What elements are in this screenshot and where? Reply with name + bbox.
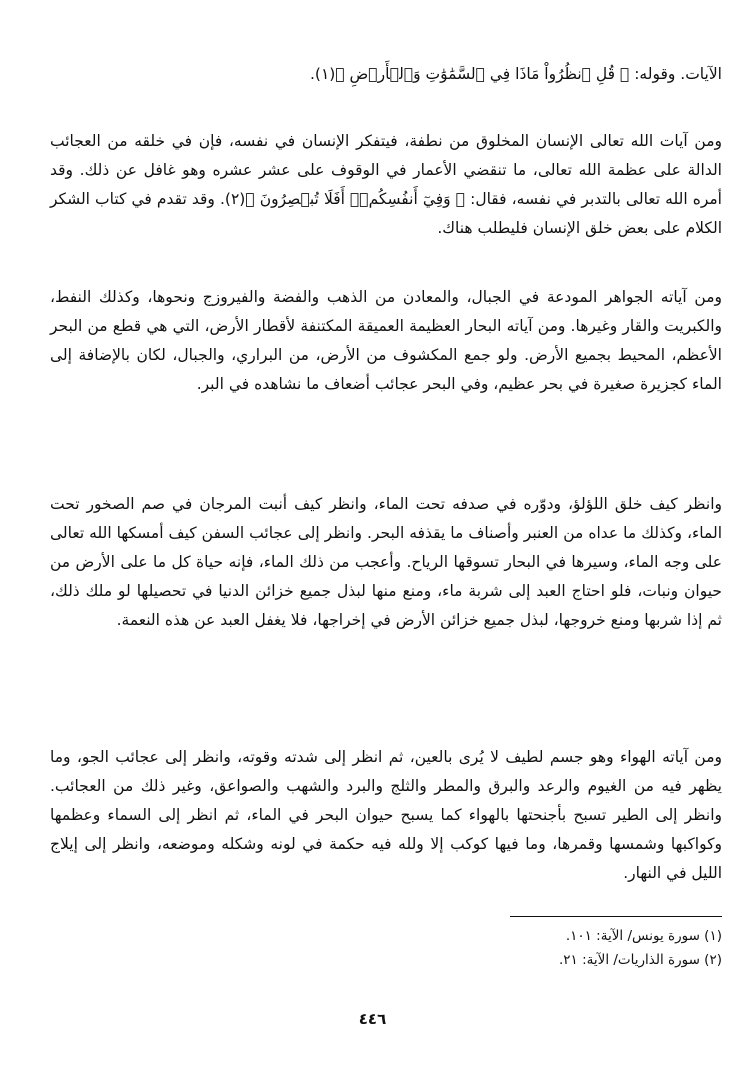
paragraph-pearls-water: وانظر كيف خلق اللؤلؤ، ودوّره في صدفه تحت الماء، وانظر كيف أنبت المرجان في صم الصخور تحت الماء، وكذلك ما عداه من العنبر وأصناف ما يقذفه البحر. وانظر إلى عجائب السفن كيف أمسكها الله تعالى على وجه الماء، وسيرها في البحار تسوقها الرياح. وأعجب من ذلك الماء، فإنه حياة كل ما على الأرض من حيوان ونبات، فلو احتاج العبد إلى شربة ماء، ومنع منها لبذل جميع خزائن الدنيا في تحصيلها لو ملك ذلك، ثم إذا شربها ومنع خروجها، لبذل جميع خزائن الأرض في إخراجها، فلا يغفل العبد عن هذه النعمة. <box>50 495 722 629</box>
paragraph-human-creation: ومن آيات الله تعالى الإنسان المخلوق من نطفة، فيتفكر الإنسان في نفسه، فإن في خلقه من العجائب الدالة على عظمة الله تعالى، ما تنقضي الأعمار في الوقوف على عشر عشره وهو غافل عن ذلك. وقد أمره الله تعالى بالتدبر في نفسه، فقال: ﴿ وَفِيٓ أَنفُسِكُمۡۚ أَفَلَا تُبۡصِرُونَ ﴾(٢). وقد تقدم في كتاب الشكر الكلام على بعض خلق الإنسان فليطلب هناك. <box>50 132 722 237</box>
footnote-divider <box>510 916 722 917</box>
paragraph-air-sky: ومن آياته الهواء وهو جسم لطيف لا يُرى بالعين، ثم انظر إلى شدته وقوته، وانظر إلى عجائب الجو، وما يظهر فيه من الغيوم والرعد والبرق والمطر والثلج والبرد والشهب والصواعق، وغير ذلك من العجائب. وانظر إلى الطير تسبح بأجنحتها بالهواء كما يسبح حيوان البحر في الماء، ثم انظر إلى السماء وعظمها وكواكبها وشمسها وقمرها، وما فيها كوكب إلا ولله فيه حكمة في لونه وشكله وموضعه، وانظر إلى إيلاج الليل في النهار. <box>50 748 722 882</box>
footnotes <box>422 924 722 972</box>
footnote-1: (١) سورة يونس/ الآية: ١٠١. <box>565 928 722 944</box>
paragraph-minerals-seas: ومن آياته الجواهر المودعة في الجبال، والمعادن من الذهب والفضة والفيروزج ونحوها، وكذلك النفط، والكبريت والقار وغيرها. ومن آياته البحار العظيمة العميقة المكتنفة لأقطار الأرض، التي هي قطع من البحر الأعظم، المحيط بجميع الأرض. ولو جمع المكشوف من الأرض، من البراري، والجبال، لكان بالإضافة إلى الماء كجزيرة صغيرة في بحر عظيم، وفي البحر عجائب أضعاف ما نشاهده في البر. <box>50 288 722 393</box>
footnote-2: (٢) سورة الذاريات/ الآية: ٢١. <box>558 952 722 968</box>
paragraph-continuation: الآيات. وقوله: ﴿ قُلِ ٱنظُرُواْ مَاذَا فِي ٱلسَّمَٰوَٰتِ وَٱلۡأَرۡضِ ﴾(١). <box>309 65 722 83</box>
page-number: ٤٤٦ <box>358 1010 387 1028</box>
